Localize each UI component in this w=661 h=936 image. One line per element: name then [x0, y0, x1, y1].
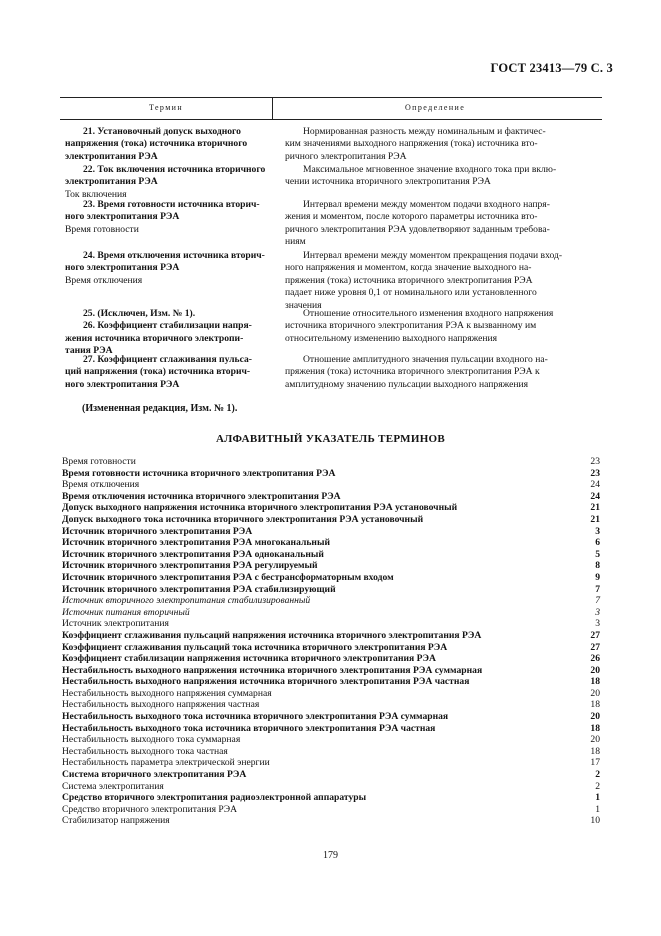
- index-page-ref: 20: [590, 687, 600, 699]
- index-term: Стабилизатор напряжения: [62, 815, 170, 827]
- index-entry: [62, 688, 600, 700]
- index-page-ref: 20: [590, 664, 600, 676]
- table-header-rule: [60, 119, 602, 120]
- index-term: Нестабильность выходного напряжения источника вторичного электропитания РЭА суммарная: [62, 664, 483, 676]
- index-entry: [62, 757, 600, 769]
- index-page-ref: 18: [590, 676, 600, 688]
- index-entry: [62, 607, 600, 619]
- term-line: Время готовности: [65, 223, 139, 235]
- index-page-ref: 7: [595, 595, 600, 607]
- index-page-ref: 3: [595, 525, 600, 537]
- index-term: Средство вторичного электропитания РЭА: [62, 803, 237, 815]
- index-entry: [62, 526, 600, 538]
- index-term: Источник вторичного электропитания РЭА многоканальный: [62, 537, 330, 549]
- term-line: 27. Коэффициент сглаживания пульса-: [83, 354, 252, 365]
- index-term: Нестабильность выходного тока частная: [62, 745, 228, 757]
- index-entry: [62, 781, 600, 793]
- index-entry: [62, 769, 600, 781]
- index-term: Допуск выходного напряжения источника вторичного электропитания РЭА установочный: [62, 502, 458, 514]
- definition-cell: [285, 126, 599, 163]
- index-term: Источник вторичного электропитания РЭА: [62, 525, 253, 537]
- index-term: Нестабильность выходного напряжения частная: [62, 699, 260, 711]
- index-entry: [62, 456, 600, 468]
- definition-line: источника вторичного электропитания РЭА к вызванному им: [285, 320, 537, 332]
- header-column-divider: [272, 97, 273, 119]
- index-term: Время готовности источника вторичного электропитания РЭА: [62, 467, 336, 479]
- index-page-ref: 18: [590, 722, 600, 734]
- definition-line: амплитудному значению пульсации выходного напряжения: [285, 378, 529, 390]
- index-term: Допуск выходного тока источника вторичного электропитания РЭА установочный: [62, 513, 424, 525]
- index-page-ref: 23: [590, 456, 600, 467]
- index-entry: [62, 468, 600, 480]
- index-page-ref: 21: [590, 502, 600, 514]
- index-term: Коэффициент стабилизации напряжения источника вторичного электропитания РЭА: [62, 653, 436, 665]
- page-number: 179: [323, 850, 338, 861]
- definition-line: значения: [285, 299, 322, 311]
- index-term: Средство вторичного электропитания радиоэлектронной аппаратуры: [62, 792, 367, 804]
- column-header-term: Термин: [149, 103, 184, 112]
- definition-cell: [285, 164, 599, 189]
- index-page-ref: 24: [590, 479, 600, 491]
- term-line: ного электропитания РЭА: [65, 378, 180, 390]
- table-top-rule: [60, 97, 602, 98]
- document-reference: ГОСТ 23413—79 С. 3: [490, 61, 613, 75]
- index-term: Источник вторичного электропитания РЭА стабилизирующий: [62, 583, 336, 595]
- term-line: 24. Время отключения источника вторич-: [83, 250, 265, 261]
- index-term: Коэффициент сглаживания пульсаций тока источника вторичного электропитания РЭА: [62, 641, 448, 653]
- index-entry: [62, 479, 600, 491]
- column-header-definition: Определение: [405, 103, 466, 112]
- index-page-ref: 2: [595, 769, 600, 781]
- definition-line: жения и моментом, после которого параметры источника вто-: [285, 211, 538, 223]
- definition-line: относительному изменению выходного напряжения: [285, 332, 498, 344]
- index-page-ref: 17: [590, 757, 600, 769]
- definition-line: Интервал времени между моментом прекращения подачи вход-: [303, 250, 563, 261]
- term-line: Время отключения: [65, 274, 143, 286]
- index-term: Система электропитания: [62, 780, 164, 792]
- index-entry: [62, 699, 600, 711]
- definition-line: ричного электропитания РЭА: [285, 150, 407, 162]
- index-term: Время отключения источника вторичного электропитания РЭА: [62, 490, 341, 502]
- index-page-ref: 3: [595, 618, 600, 630]
- term-line: жения источника вторичного электропи-: [65, 332, 244, 344]
- definition-line: падает ниже уровня 0,1 от номинального или установленного: [285, 287, 537, 299]
- index-page-ref: 27: [590, 629, 600, 641]
- amendment-note: (Измененная редакция, Изм. № 1).: [82, 403, 238, 414]
- term-line: 23. Время готовности источника вторич-: [83, 199, 260, 210]
- alphabetical-index: [62, 456, 600, 827]
- index-page-ref: 18: [590, 699, 600, 711]
- definition-line: Интервал времени между моментом подачи входного напря-: [303, 199, 550, 210]
- index-page-ref: 20: [590, 734, 600, 746]
- index-term: Нестабильность выходного напряжения суммарная: [62, 687, 272, 699]
- index-entry: [62, 595, 600, 607]
- definition-line: чении источника вторичного электропитания РЭА: [285, 176, 491, 188]
- index-page-ref: 6: [595, 537, 600, 549]
- definition-cell: [285, 308, 599, 345]
- index-page-ref: 26: [590, 653, 600, 665]
- index-page-ref: 23: [590, 467, 600, 479]
- index-term: Источник вторичного электропитания РЭА одноканальный: [62, 548, 324, 560]
- index-page-ref: 2: [595, 780, 600, 792]
- definition-line: Отношение относительного изменения входного напряжения: [303, 308, 554, 319]
- definition-line: ричного электропитания РЭА удовлетворяют заданным требова-: [285, 223, 550, 235]
- index-page-ref: 27: [590, 641, 600, 653]
- index-term: Источник вторичного электропитания стабилизированный: [62, 595, 311, 607]
- index-entry: [62, 549, 600, 561]
- term-line: ного электропитания РЭА: [65, 262, 180, 274]
- index-entry: [62, 630, 600, 642]
- term-cell: [65, 164, 269, 201]
- definition-line: пряжения (тока) источника вторичного электропитания РЭА: [285, 274, 533, 286]
- index-title: АЛФАВИТНЫЙ УКАЗАТЕЛЬ ТЕРМИНОВ: [215, 433, 446, 445]
- index-page-ref: 3: [595, 606, 600, 618]
- index-term: Источник вторичного электропитания РЭА регулируемый: [62, 560, 318, 572]
- definition-line: Максимальное мгновенное значение входного тока при вклю-: [303, 164, 557, 175]
- term-line: ного электропитания РЭА: [65, 211, 180, 223]
- index-page-ref: 20: [590, 711, 600, 723]
- index-term: Время отключения: [62, 479, 140, 491]
- index-page-ref: 1: [595, 792, 600, 804]
- index-term: Источник электропитания: [62, 618, 169, 630]
- index-page-ref: 7: [595, 583, 600, 595]
- index-page-ref: 21: [590, 513, 600, 525]
- index-entry: [62, 514, 600, 526]
- term-cell: [65, 354, 269, 391]
- index-term: Нестабильность параметра электрической энергии: [62, 757, 270, 769]
- definition-line: пряжения (тока) источника вторичного электропитания РЭА к: [285, 366, 540, 378]
- index-entry: [62, 572, 600, 584]
- index-entry: [62, 665, 600, 677]
- term-line: напряжения (тока) источника вторичного: [65, 138, 248, 150]
- definition-line: Отношение амплитудного значения пульсации входного на-: [303, 354, 548, 365]
- definition-line: ного напряжения и моментом, когда значение выходного на-: [285, 262, 532, 274]
- definition-line: ким значениями выходного напряжения (тока) источника вто-: [285, 138, 538, 150]
- index-entry: [62, 502, 600, 514]
- index-page-ref: 5: [595, 548, 600, 560]
- index-term: Система вторичного электропитания РЭА: [62, 769, 247, 781]
- index-term: Источник питания вторичный: [62, 606, 190, 618]
- index-entry: [62, 560, 600, 572]
- index-entry: [62, 711, 600, 723]
- index-entry: [62, 491, 600, 503]
- index-term: Время готовности: [62, 456, 136, 467]
- index-term: Нестабильность выходного тока источника вторичного электропитания РЭА частная: [62, 722, 436, 734]
- index-term: Нестабильность выходного тока источника вторичного электропитания РЭА суммарная: [62, 711, 449, 723]
- index-page-ref: 9: [595, 571, 600, 583]
- index-entry: [62, 734, 600, 746]
- index-entry: [62, 584, 600, 596]
- index-term: Источник вторичного электропитания РЭА с бестрансформаторным входом: [62, 571, 394, 583]
- term-cell: [65, 308, 269, 358]
- index-term: Нестабильность выходного напряжения источника вторичного электропитания РЭА частная: [62, 676, 470, 688]
- index-page-ref: 24: [590, 490, 600, 502]
- index-entry: [62, 653, 600, 665]
- term-line: 21. Установочный допуск выходного: [83, 126, 241, 137]
- term-line: 26. Коэффициент стабилизации напря-: [83, 320, 252, 332]
- index-entry: [62, 642, 600, 654]
- index-entry: [62, 618, 600, 630]
- index-page-ref: 1: [595, 803, 600, 815]
- definition-cell: [285, 354, 599, 391]
- index-page-ref: 8: [595, 560, 600, 572]
- index-entry: [62, 804, 600, 816]
- index-term: Коэффициент сглаживания пульсаций напряжения источника вторичного электропитания РЭА: [62, 629, 482, 641]
- term-line: 25. (Исключен, Изм. № 1).: [83, 308, 196, 319]
- term-line: электропитания РЭА: [65, 176, 158, 188]
- index-entry: [62, 723, 600, 735]
- term-line: ций напряжения (тока) источника вторич-: [65, 366, 251, 378]
- term-cell: [65, 250, 269, 287]
- index-entry: [62, 537, 600, 549]
- index-entry: [62, 746, 600, 758]
- index-entry: [62, 815, 600, 827]
- term-line: электропитания РЭА: [65, 150, 158, 162]
- definition-cell: [285, 199, 599, 249]
- term-cell: [65, 126, 269, 163]
- term-line: Ток включения: [65, 188, 127, 200]
- index-entry: [62, 676, 600, 688]
- index-page-ref: 18: [590, 745, 600, 757]
- definition-line: Нормированная разность между номинальным и фактичес-: [303, 126, 546, 137]
- definition-line: ниям: [285, 236, 306, 248]
- term-line: тания РЭА: [65, 345, 113, 357]
- term-line: 22. Ток включения источника вторичного: [83, 164, 266, 175]
- index-entry: [62, 792, 600, 804]
- term-cell: [65, 199, 269, 236]
- definition-cell: [285, 250, 599, 312]
- index-term: Нестабильность выходного тока суммарная: [62, 734, 241, 746]
- index-page-ref: 10: [590, 815, 600, 827]
